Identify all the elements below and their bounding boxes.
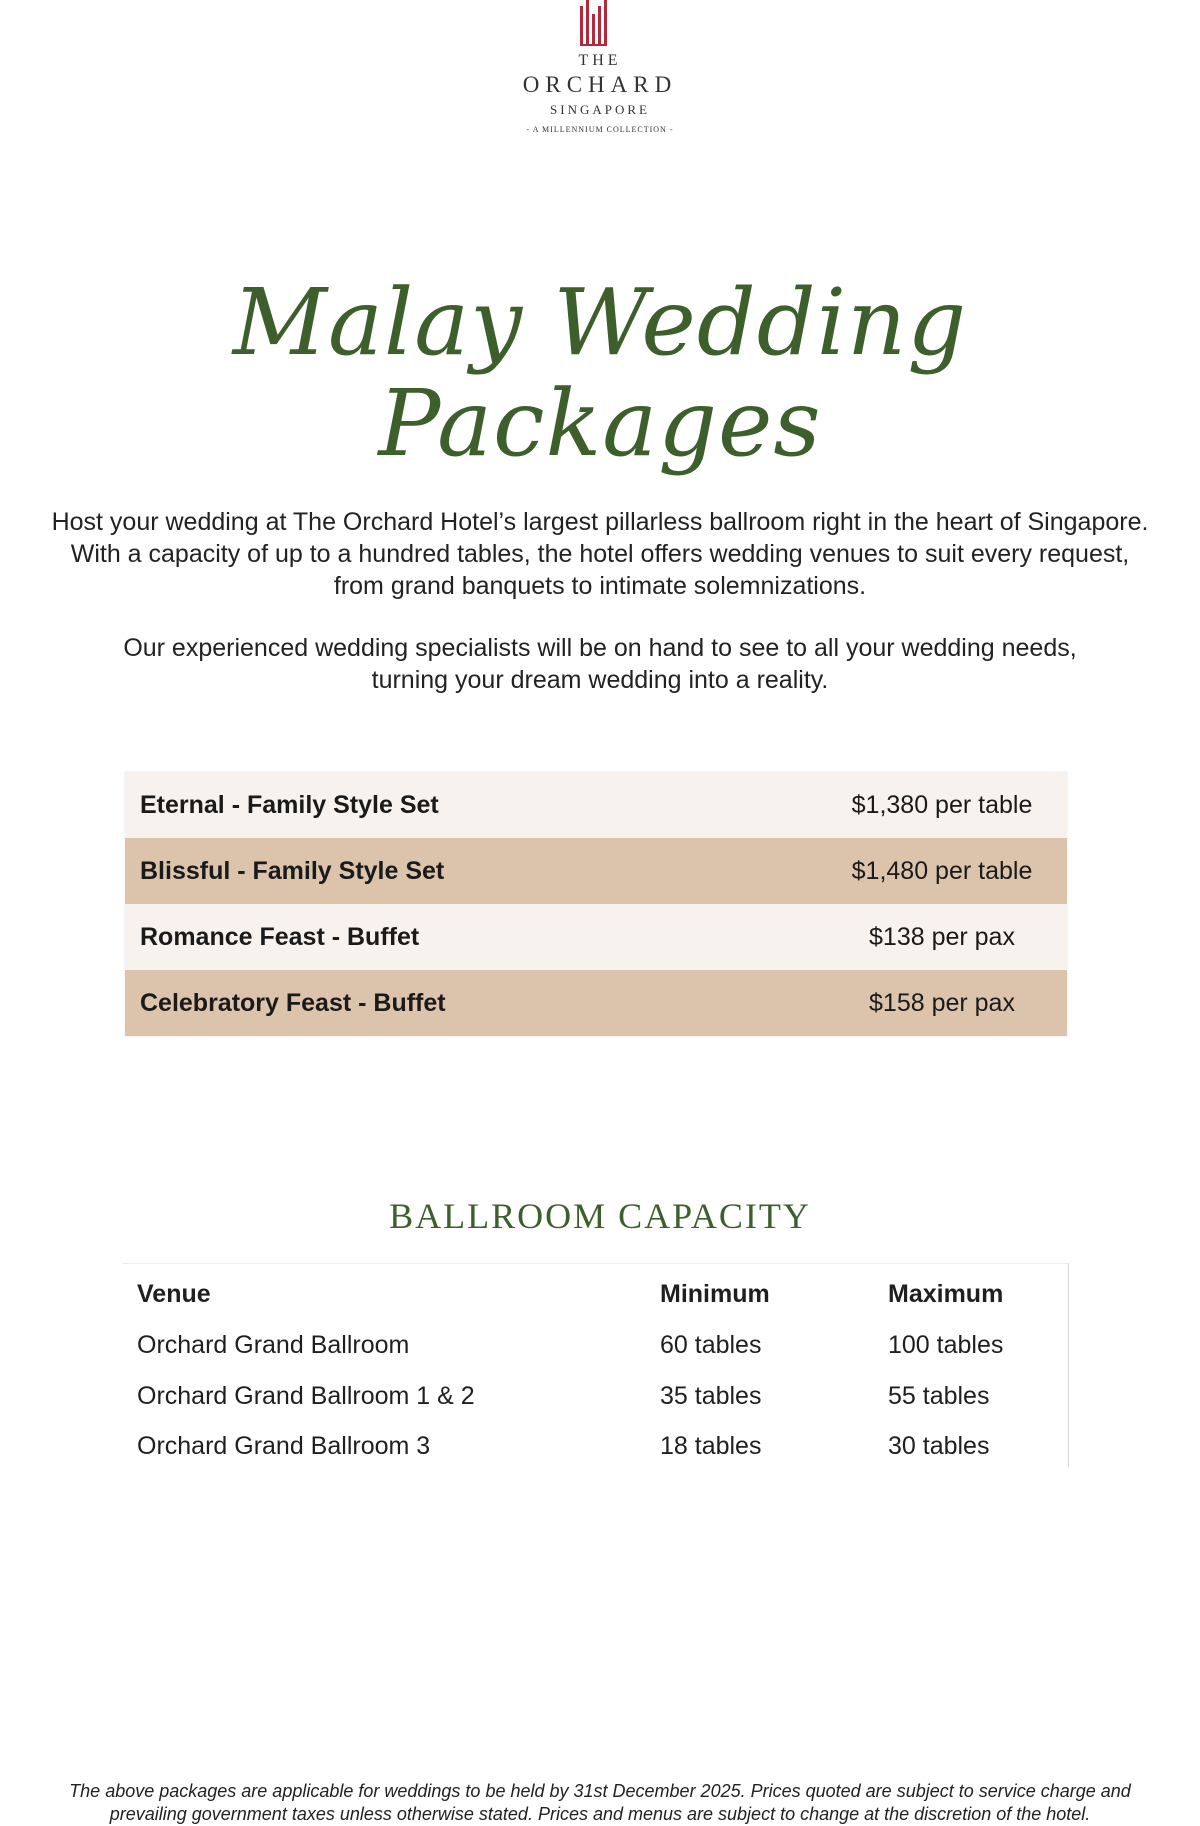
footnote-line: prevailing government taxes unless otherwise stated. Prices and menus are subject to change at the discretion of the hotel. [109,1804,1091,1824]
maximum-cell: 55 tables [888,1382,990,1410]
venue-cell: Orchard Grand Ballroom 3 [137,1432,431,1460]
venue-cell: Orchard Grand Ballroom [137,1331,410,1359]
package-row [125,970,1067,1036]
table-row [122,1432,1068,1482]
intro-line: from grand banquets to intimate solemnizations. [333,572,867,600]
hotel-logo [0,0,1200,140]
minimum-cell: 60 tables [660,1331,762,1359]
capacity-table [122,1263,1069,1467]
venue-cell: Orchard Grand Ballroom 1 & 2 [137,1382,475,1410]
capacity-heading: BALLROOM CAPACITY [389,1196,811,1236]
table-row [122,1382,1068,1432]
intro-line: Host your wedding at The Orchard Hotel’s largest pillarless ballroom right in the heart of Singapore. [51,508,1149,536]
package-name: Blissful - Family Style Set [140,856,445,885]
minimum-cell: 35 tables [660,1382,762,1410]
package-name: Romance Feast - Buffet [140,922,420,951]
intro-paragraph [0,506,1200,602]
package-price: $138 per pax [869,922,1015,951]
capacity-header-row [122,1280,1068,1330]
logo-city: SINGAPORE [550,102,650,117]
packages-table [125,772,1067,1036]
maximum-cell: 100 tables [888,1331,1004,1359]
package-row [125,838,1067,904]
minimum-cell: 18 tables [660,1432,762,1460]
package-name: Celebratory Feast - Buffet [140,988,446,1017]
package-price: $158 per pax [869,988,1015,1017]
intro-line: With a capacity of up to a hundred tables, the hotel offers wedding venues to suit every request, [70,540,1130,568]
column-header-venue: Venue [137,1280,211,1308]
maximum-cell: 30 tables [888,1432,990,1460]
package-price: $1,380 per table [851,790,1033,819]
footnote [0,1780,1200,1826]
package-name: Eternal - Family Style Set [140,790,439,819]
package-row [125,904,1067,970]
page-title: Malay Wedding Packages [232,269,968,478]
table-row [122,1331,1068,1381]
footnote-line: The above packages are applicable for weddings to be held by 31st December 2025. Prices quoted are subject to service charge and [69,1781,1131,1801]
intro-line: Our experienced wedding specialists will be on hand to see to all your wedding needs, [123,634,1077,662]
logo-name: ORCHARD [522,72,678,97]
column-header-minimum: Minimum [660,1280,770,1308]
package-price: $1,480 per table [851,856,1033,885]
intro-paragraph-2 [0,632,1200,696]
orchard-logo-icon [578,0,610,46]
column-header-maximum: Maximum [888,1280,1004,1308]
intro-line: turning your dream wedding into a reality. [371,666,829,694]
package-row [125,772,1067,838]
logo-the: THE [578,52,622,69]
logo-collection: - A MILLENNIUM COLLECTION - [526,125,674,134]
